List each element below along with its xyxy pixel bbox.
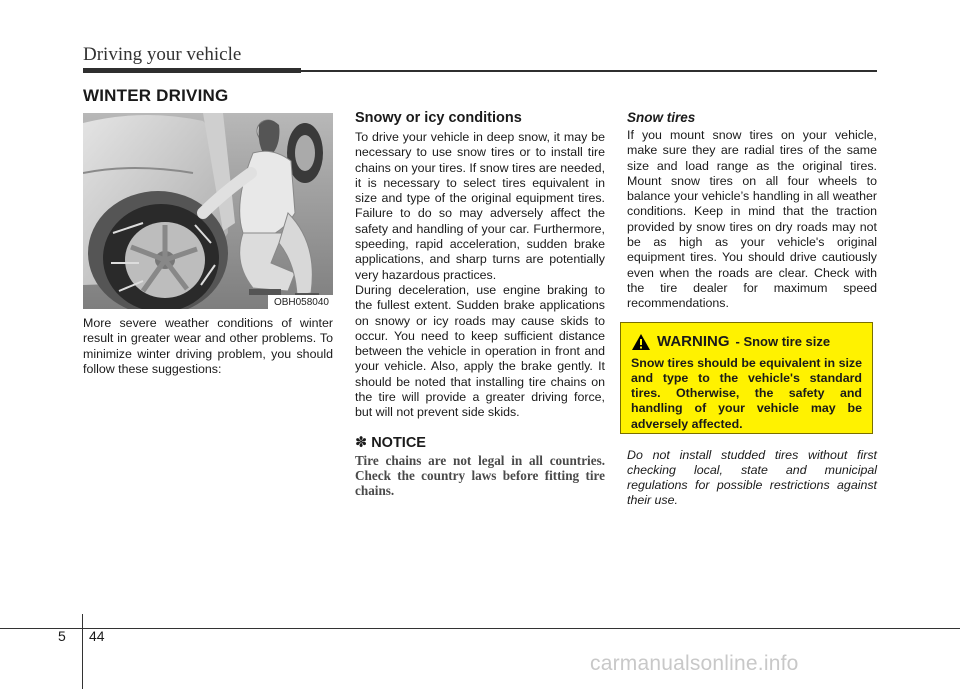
snow-tires-paragraph: If you mount snow tires on your vehicle, make sure they are radial tires of the same size and load range as the original tires. Mount snow tires on all four wheels to balance your vehicle’s handling in all weather conditions. Keep in mind that the traction provided by snow tires on dry roads may not be as high as your vehicle's original equipment tires. You should drive cautiously even when the roads are clear. Check with the tire dealer for maximum speed recommendations. [627, 128, 877, 311]
snow-tires-section [627, 110, 877, 509]
illustration-graphic [83, 113, 333, 309]
footer-page-number: 44 [89, 628, 105, 644]
notice-heading [355, 435, 605, 451]
watermark: carmanualsonline.info [590, 652, 799, 675]
studded-tires-note: Do not install studded tires without first checking local, state and municipal regulations for possible restrictions against their use. [627, 447, 877, 508]
notice-title: NOTICE [371, 434, 426, 451]
header-rule-thick [83, 68, 301, 73]
snowy-icy-title: Snowy or icy conditions [355, 110, 522, 126]
snow-tires-title: Snow tires [627, 110, 696, 125]
warning-text: Snow tires should be equivalent in size and type to the vehicle's standard tires. Otherwise, the safety and handling of your vehicle may be adversely affected. [631, 355, 862, 431]
warning-triangle-icon [631, 333, 651, 351]
intro-paragraph: More severe weather conditions of winter result in greater wear and other problems. To minimize winter driving problem, you should follow these suggestions: [83, 316, 333, 376]
footer-divider [82, 614, 83, 689]
footer-chapter-number: 5 [58, 628, 66, 644]
warning-subtitle: - Snow tire size [735, 334, 831, 350]
snowy-icy-paragraph-1: To drive your vehicle in deep snow, it may be necessary to use snow tires or to install tire chains on your tires. If snow tires are needed, it is necessary to select tires equivalent in size and type of the original equipment tires. Failure to do so may adversely affect the safety and handling of your car. Furthermore, speeding, rapid acceleration, sudden brake applications, and sharp turns are potentially very hazardous practices. [355, 130, 606, 282]
page-header-title: Driving your vehicle [83, 44, 242, 65]
section-title: WINTER DRIVING [83, 86, 229, 105]
warning-header [631, 333, 862, 351]
footer-rule [0, 628, 960, 629]
figure-code-label: OBH058040 [268, 295, 333, 309]
notice-text: Tire chains are not legal in all countries. Check the country laws before fitting tire chains. [355, 452, 605, 499]
car-tire-chains-illustration [83, 113, 333, 309]
header-rule-thin [301, 70, 877, 72]
warning-label: WARNING [657, 333, 730, 351]
notice-star-icon: ✽ [355, 434, 368, 451]
warning-box [620, 322, 873, 434]
snowy-icy-paragraph-2: During deceleration, use engine braking to the fullest extent. Sudden brake applications on snowy or icy roads may cause skids to occur. You need to keep sufficient distance between the vehicle in operation in front and your vehicle. Also, apply the brake gently. It should be noted that installing tire chains on the tire will provide a greater driving force, but will not prevent side skids. [355, 282, 605, 420]
snowy-icy-section [355, 110, 605, 498]
